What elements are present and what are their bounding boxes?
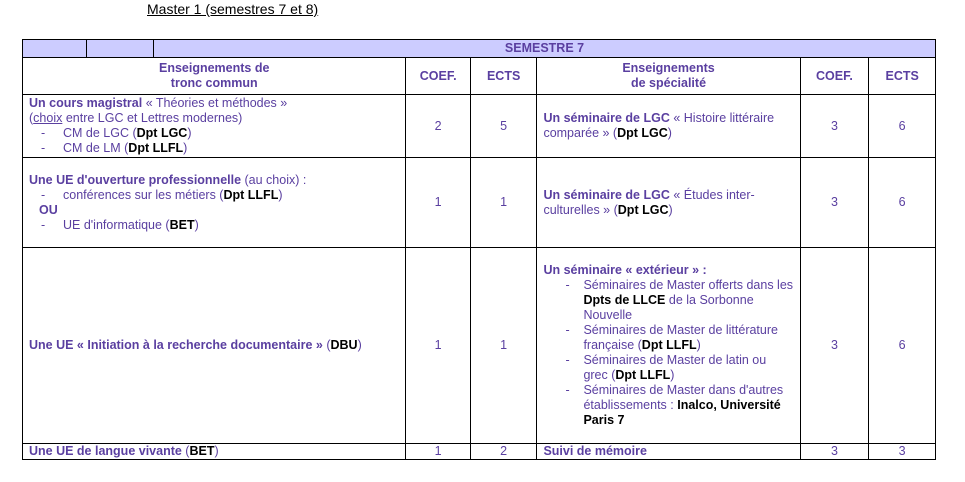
- coef-value-2: 3: [800, 158, 869, 248]
- specialite-header: [537, 58, 800, 95]
- list-item: [543, 278, 793, 323]
- coef-header: COEF.: [406, 58, 470, 95]
- dept-label: Inalco, Université Paris 7: [583, 398, 781, 427]
- table-row: [23, 95, 936, 158]
- ects-value-2: 6: [869, 248, 936, 444]
- blank-cell-2: [87, 40, 154, 58]
- dept-label: Dpt LGC: [617, 202, 669, 217]
- course-title: Une UE de langue vivante: [29, 444, 182, 458]
- tronc-commun-cell: [23, 444, 406, 460]
- list-item: [543, 353, 793, 383]
- course-title: Une UE « Initiation à la recherche documentaire »: [29, 338, 323, 352]
- tronc-commun-header-line1: Enseignements de: [158, 61, 270, 75]
- course-desc: (: [322, 338, 331, 352]
- ou-label: OU: [39, 202, 58, 217]
- ects-header-2: ECTS: [869, 58, 936, 95]
- list-item: [543, 383, 793, 428]
- choix-rest: entre LGC et Lettres modernes): [62, 111, 243, 125]
- coef-value-2: 3: [800, 95, 869, 158]
- ects-value-2: 6: [869, 158, 936, 248]
- item-end: ): [357, 338, 362, 352]
- curriculum-table: [22, 39, 936, 460]
- item-end: ): [183, 141, 188, 155]
- specialite-header-line1: Enseignements: [622, 61, 715, 75]
- item-end: ): [194, 217, 199, 232]
- column-header-row: [23, 58, 936, 95]
- item-end: ): [667, 126, 672, 140]
- semester-title: SEMESTRE 7: [154, 40, 936, 58]
- coef-value: 1: [406, 158, 470, 248]
- table-row: [23, 158, 936, 248]
- course-title: Un cours magistral: [29, 96, 143, 110]
- dept-label: Dpts de LLCE: [583, 293, 666, 307]
- tronc-commun-header: [23, 58, 406, 95]
- specialite-cell: [537, 158, 800, 248]
- seminar-desc: « Histoire littéraire comparée » (: [543, 111, 775, 140]
- dept-label: Dpt LLFL: [223, 187, 279, 202]
- item-text: Séminaires de Master dans d'autres établissements :: [583, 383, 784, 412]
- dept-label: BET: [169, 217, 195, 232]
- semester-header-row: [23, 40, 936, 58]
- dept-label: Dpt LGC: [136, 126, 188, 140]
- tronc-commun-cell: [23, 248, 406, 444]
- coef-header-2: COEF.: [800, 58, 869, 95]
- coef-value-2: 3: [800, 444, 869, 460]
- item-end: ): [214, 444, 219, 458]
- dept-label: Dpt LLFL: [641, 338, 697, 352]
- list-item: [29, 126, 399, 141]
- item-text: CM de LM (: [63, 141, 129, 155]
- course-desc: « Théories et méthodes »: [142, 96, 288, 110]
- coef-value: 1: [406, 248, 470, 444]
- coef-value-2: 3: [800, 248, 869, 444]
- specialite-cell: [537, 444, 800, 460]
- paren: (: [29, 111, 34, 125]
- ects-header: ECTS: [470, 58, 537, 95]
- list-item: [29, 188, 399, 203]
- ects-value: 1: [470, 158, 537, 248]
- tronc-commun-header-line2: tronc commun: [170, 76, 258, 90]
- course-desc: (au choix) :: [241, 172, 307, 187]
- list-item: [543, 323, 793, 353]
- dept-label: Dpt LLFL: [128, 141, 184, 155]
- seminar-title: Un séminaire de LGC: [543, 111, 670, 125]
- table-row: [23, 248, 936, 444]
- item-end: de la Sorbonne Nouvelle: [583, 293, 754, 322]
- list-item: [29, 141, 399, 156]
- table-row: [23, 444, 936, 460]
- ects-value-2: 3: [869, 444, 936, 460]
- option-list: [29, 126, 399, 156]
- seminar-title: Un séminaire « extérieur » :: [543, 263, 707, 277]
- seminar-list: [543, 278, 793, 428]
- blank-cell-1: [23, 40, 87, 58]
- ects-value-2: 6: [869, 95, 936, 158]
- list-item: [29, 218, 399, 233]
- coef-value: 2: [406, 95, 470, 158]
- dept-label: BET: [189, 444, 215, 458]
- ects-value: 2: [470, 444, 537, 460]
- course-title: Une UE d'ouverture professionnelle: [29, 172, 242, 187]
- tronc-commun-cell: [23, 158, 406, 248]
- tronc-commun-cell: [23, 95, 406, 158]
- item-text: Séminaires de Master offerts dans les: [583, 278, 794, 292]
- specialite-cell: [537, 95, 800, 158]
- course-desc: (: [181, 444, 190, 458]
- coef-value: 1: [406, 444, 470, 460]
- seminar-title: Un séminaire de LGC: [543, 187, 670, 202]
- item-text: UE d'informatique (: [63, 217, 170, 232]
- item-text: conférences sur les métiers (: [63, 187, 224, 202]
- item-text: Séminaires de Master de latin ou grec (: [583, 353, 767, 382]
- choix-text: choix: [33, 111, 63, 125]
- ects-value: 5: [470, 95, 537, 158]
- item-end: ): [696, 338, 701, 352]
- specialite-header-line2: de spécialité: [630, 76, 707, 90]
- seminar-title: Suivi de mémoire: [543, 444, 647, 458]
- item-end: ): [670, 368, 675, 382]
- item-end: ): [187, 126, 192, 140]
- item-end: ): [668, 202, 673, 217]
- seminar-desc: « Études inter-culturelles » (: [543, 187, 755, 217]
- dept-label: DBU: [330, 338, 358, 352]
- ects-value: 1: [470, 248, 537, 444]
- option-list: [29, 188, 399, 203]
- item-text: CM de LGC (: [63, 126, 137, 140]
- document-title: Master 1 (semestres 7 et 8): [147, 1, 319, 17]
- dept-label: Dpt LLFL: [615, 368, 671, 382]
- dept-label: Dpt LGC: [617, 126, 668, 140]
- specialite-cell: [537, 248, 800, 444]
- option-list: [29, 218, 399, 233]
- item-text: Séminaires de Master de littérature française (: [583, 323, 778, 352]
- item-end: ): [278, 187, 283, 202]
